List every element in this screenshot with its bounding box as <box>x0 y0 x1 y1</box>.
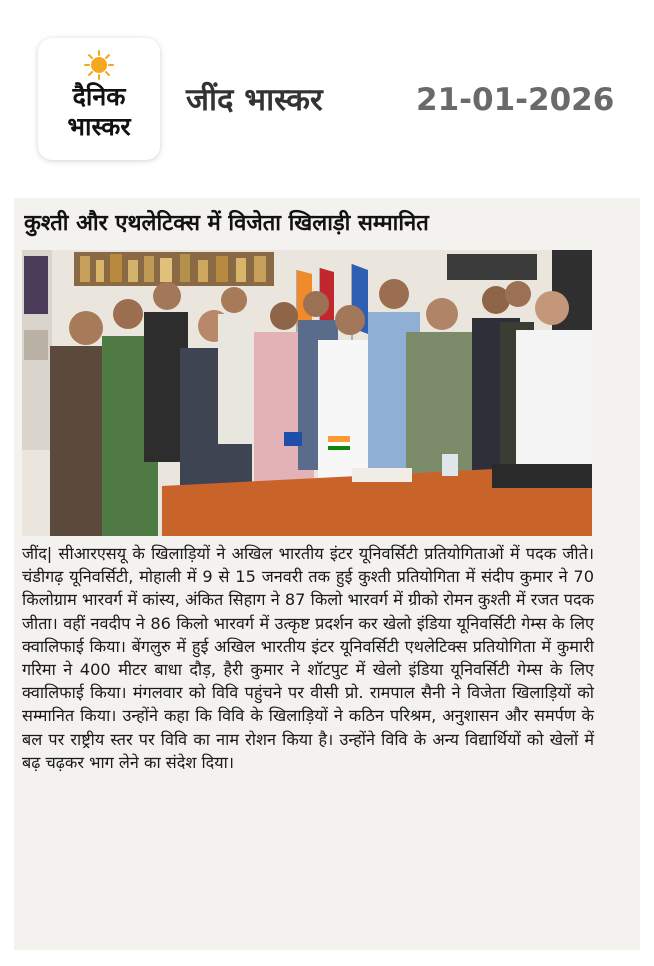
dainik-bhaskar-logo[interactable] <box>38 38 160 160</box>
logo-text-line1: दैनिक <box>72 82 126 111</box>
logo-text-line2: भास्कर <box>67 112 131 141</box>
article-headline: कुश्ती और एथलेटिक्स में विजेता खिलाड़ी सम्मानित <box>24 211 429 236</box>
article-photo <box>22 250 592 536</box>
app-header <box>0 0 654 190</box>
publication-date: 21-01-2026 <box>416 82 615 118</box>
edition-title: जींद भास्कर <box>186 82 323 118</box>
sun-logo-icon <box>84 50 114 80</box>
article-body: जींद| सीआरएसयू के खिलाड़ियों ने अखिल भारतीय इंटर यूनिवर्सिटी प्रतियोगिताओं में पदक जीते। चंडीगढ़ यूनिवर्सिटी, मोहाली में 9 से 15 जनवरी तक हुई कुश्ती प्रतियोगिता में संदीप कुमार ने 70 किलोग्राम भारवर्ग में कांस्य, अंकित सिहाग ने 87 किलो भारवर्ग में ग्रीको रोमन कुश्ती में रजत पदक जीता। वहीं नवदीप ने 86 किलो भारवर्ग में उत्कृष्ट प्रदर्शन कर खेलो इंडिया यूनिवर्सिटी गेम्स के लिए क्वालिफाई किया। बेंगलुरु में हुई अखिल भारतीय इंटर यूनिवर्सिटी एथलेटिक्स प्रतियोगिता में कुमारी गरिमा ने 400 मीटर बाधा दौड़, हैरी कुमार ने शॉटपुट में खेलो इंडिया यूनिवर्सिटी गेम्स के लिए क्वालिफाई किया। मंगलवार को विवि पहुंचने पर वीसी प्रो. रामपाल सैनी ने विजेता खिलाड़ियों को सम्मानित किया। उन्होंने कहा कि विवि के खिलाड़ियों ने कठिन परिश्रम, अनुशासन और समर्पण के बल पर राष्ट्रीय स्तर पर विवि का नाम रोशन किया है। उन्होंने विवि के अन्य विद्यार्थियों को खेलों में बढ़ चढ़कर भाग लेने का संदेश दिया। <box>22 544 594 772</box>
